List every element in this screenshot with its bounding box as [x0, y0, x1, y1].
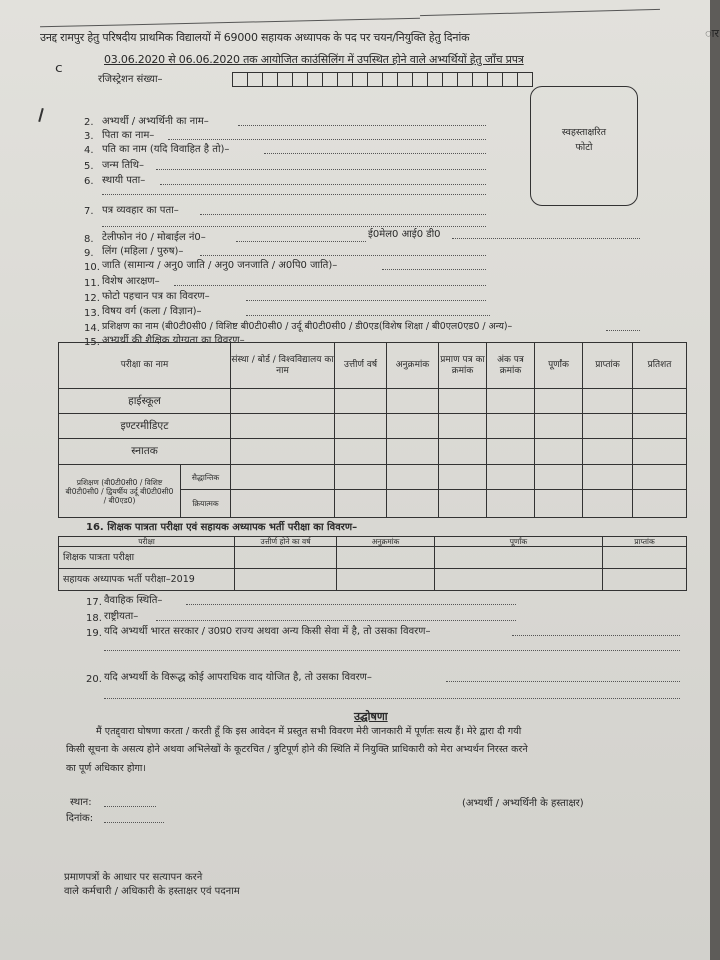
field-label-service: यदि अभ्यर्थी भारत सरकार / उ0प्र0 राज्य अथवा अन्य किसी सेवा में है, तो उसका विवरण–: [104, 626, 431, 637]
field-line-address-2[interactable]: [102, 194, 486, 195]
table-row: [59, 389, 687, 414]
field-label-gender: लिंग (महिला / पुरुष)–: [102, 246, 184, 257]
registration-label: रजिस्ट्रेशन संख्या–: [98, 74, 163, 85]
field-label-correspondence: पत्र व्यवहार का पता–: [102, 205, 179, 216]
table-row: [59, 569, 687, 591]
table-row: [59, 439, 687, 465]
declaration-title: उद्घोषणा: [354, 710, 388, 723]
field-line-service[interactable]: [512, 635, 680, 636]
col-max-marks: पूर्णांक: [535, 343, 583, 389]
field-line-service-2[interactable]: [104, 650, 680, 651]
field-line-name[interactable]: [238, 125, 486, 126]
registration-boxes[interactable]: [232, 72, 532, 87]
col-roll-16: अनुक्रमांक: [337, 537, 435, 547]
field-line-email[interactable]: [452, 238, 640, 239]
field-line-phone[interactable]: [236, 241, 366, 242]
field-num: 20.: [86, 674, 102, 685]
col-certificate: प्रमाण पत्र का क्रमांक: [439, 343, 487, 389]
field-label-reservation: विशेष आरक्षण–: [102, 276, 160, 287]
field-line-nationality[interactable]: [156, 620, 516, 621]
place-label: स्थान:: [70, 797, 92, 808]
field-label-marital: वैवाहिक स्थिति–: [104, 595, 163, 606]
field-line-caste[interactable]: [382, 269, 486, 270]
field-line-reservation[interactable]: [174, 285, 486, 286]
header-rule: [40, 18, 420, 28]
verify-label-2: वाले कर्मचारी / अधिकारी के हस्ताक्षर एवं पदनाम: [64, 886, 240, 897]
col-marksheet: अंक पत्र क्रमांक: [487, 343, 535, 389]
row-highschool: हाईस्कूल: [59, 389, 231, 414]
field-num: 14.: [84, 323, 100, 334]
section-16-title: 16. शिक्षक पात्रता परीक्षा एवं सहायक अध्यापक भर्ती परीक्षा का विवरण–: [86, 522, 358, 533]
field-line-correspondence-2[interactable]: [102, 226, 486, 227]
col-obtained-16: प्राप्तांक: [603, 537, 687, 547]
tet-table: [58, 536, 687, 591]
field-num: 11.: [84, 278, 100, 289]
field-label-subject: विषय वर्ग (कला / विज्ञान)–: [102, 306, 202, 317]
photo-box[interactable]: [530, 86, 638, 206]
field-num: 4.: [84, 145, 94, 156]
date-line[interactable]: [104, 822, 164, 823]
col-board: संस्था / बोर्ड / विश्वविद्यालय का नाम: [231, 343, 335, 389]
field-label-phone: टेलीफोन नं0 / मोबाईल नं0–: [102, 232, 206, 243]
photo-label-2: फोटो: [575, 142, 593, 153]
col-exam: परीक्षा: [59, 537, 235, 547]
row-graduation: स्नातक: [59, 439, 231, 465]
field-num: 3.: [84, 131, 94, 142]
field-label-email: ई0मेल0 आई0 डी0: [368, 229, 441, 240]
margin-mark: ᶜ: [55, 60, 64, 85]
margin-slash: [38, 108, 44, 122]
photo-label-1: स्वहस्ताक्षरित: [561, 127, 607, 138]
header-rule-2: [420, 9, 660, 16]
field-line-criminal[interactable]: [446, 681, 680, 682]
col-max-16: पूर्णांक: [435, 537, 603, 547]
table-row: [59, 414, 687, 439]
col-exam-name: परीक्षा का नाम: [59, 343, 231, 389]
field-num: 7.: [84, 206, 94, 217]
row-practical: क्रियात्मक: [181, 490, 231, 518]
field-num: 8.: [84, 234, 94, 245]
place-line[interactable]: [104, 806, 156, 807]
col-pass-year: उत्तीर्ण वर्ष: [335, 343, 387, 389]
table-row: [59, 465, 687, 490]
row-theory: सैद्धान्तिक: [181, 465, 231, 490]
row-recruitment: सहायक अध्यापक भर्ती परीक्षा–2019: [59, 569, 235, 591]
declaration-line-3: का पूर्ण अधिकार होगा।: [66, 763, 146, 774]
field-label-caste: जाति (सामान्य / अनु0 जाति / अनु0 जनजाति / अ0पि0 जाति)–: [102, 260, 338, 271]
date-label: दिनांक:: [66, 813, 94, 824]
field-num: 10.: [84, 262, 100, 273]
field-label-education: अभ्यर्थी की शैक्षिक योग्यता का विवरण–: [102, 335, 245, 346]
row-tet: शिक्षक पात्रता परीक्षा: [59, 547, 235, 569]
table-row: [59, 547, 687, 569]
col-obtained: प्राप्तांक: [583, 343, 633, 389]
col-percent: प्रतिशत: [633, 343, 687, 389]
declaration-line-1: मैं एतद्द्वारा घोषणा करता / करती हूँ कि इस आवेदन में प्रस्तुत सभी विवरण मेरी जानकारी में पूर्णतः सत्य हैं। मेरे द्वारा दी गयी: [96, 726, 522, 737]
field-label-photo-id: फोटो पहचान पत्र का विवरण–: [102, 291, 210, 302]
education-table: [58, 342, 687, 518]
header-line-2: 03.06.2020 से 06.06.2020 तक आयोजित काउंसिलिंग में उपस्थित होने वाले अभ्यर्थियों हेतु जाँच प्रपत्र: [104, 53, 524, 66]
field-num: 13.: [84, 308, 100, 319]
field-label-address: स्थायी पता–: [102, 175, 146, 186]
field-label-dob: जन्म तिथि–: [102, 160, 145, 171]
field-line-husband[interactable]: [264, 153, 486, 154]
col-roll: अनुक्रमांक: [387, 343, 439, 389]
field-line-training[interactable]: [606, 330, 640, 331]
field-label-training: प्रशिक्षण का नाम (बी0टी0सी0 / विशिष्ट बी0टी0सी0 / उर्दू बी0टी0सी0 / डी0एड(विशेष शिक्षा / बी0एल0एड0 / अन्य)–: [102, 321, 513, 332]
field-label-husband: पति का नाम (यदि विवाहित है तो)–: [102, 144, 230, 155]
field-num: 19.: [86, 628, 102, 639]
col-pass-year-16: उत्तीर्ण होने का वर्ष: [235, 537, 337, 547]
field-num: 2.: [84, 117, 94, 128]
field-label-name: अभ्यर्थी / अभ्यर्थिनी का नाम–: [102, 116, 209, 127]
field-line-gender[interactable]: [200, 255, 486, 256]
field-num: 9.: [84, 248, 94, 259]
field-line-marital[interactable]: [186, 604, 516, 605]
header-line-1: उनद्द रामपुर हेतु परिषदीय प्राथमिक विद्यालयों में 69000 सहायक अध्यापक के पद पर चयन/नियुक्ति हेतु दिनांक: [40, 31, 470, 44]
row-training: प्रशिक्षण (बी0टी0सी0 / विशिष्ट बी0टी0सी0 / द्वियर्षीय उर्दू बी0टी0सी0 / बी0एड0): [59, 465, 181, 518]
field-line-dob[interactable]: [156, 169, 486, 170]
field-num: 5.: [84, 161, 94, 172]
field-num: 17.: [86, 597, 102, 608]
row-intermediate: इण्टरमीडिएट: [59, 414, 231, 439]
field-num: 18.: [86, 613, 102, 624]
candidate-signature: (अभ्यर्थी / अभ्यर्थिनी के हस्ताक्षर): [462, 798, 584, 809]
field-label-father: पिता का नाम–: [102, 130, 155, 141]
field-num: 12.: [84, 293, 100, 304]
field-line-criminal-2[interactable]: [104, 698, 680, 699]
field-line-subject[interactable]: [246, 315, 490, 316]
edge-text: ार: [705, 27, 719, 40]
field-line-address[interactable]: [160, 184, 486, 185]
field-label-nationality: राष्ट्रीयता–: [104, 611, 139, 622]
field-label-criminal: यदि अभ्यर्थी के विरूद्ध कोई आपराधिक वाद योजित है, तो उसका विवरण–: [104, 672, 372, 683]
field-num: 15.: [84, 337, 100, 348]
declaration-line-2: किसी सूचना के असत्य होने अथवा अभिलेखों के कूटरचित / त्रुटिपूर्ण होने की स्थिति में नियुक्ति प्राधिकारी को मेरा अभ्यर्थन निरस्त करने: [66, 744, 528, 755]
field-line-correspondence[interactable]: [200, 214, 486, 215]
field-num: 6.: [84, 176, 94, 187]
field-line-photo-id[interactable]: [246, 300, 486, 301]
verify-label-1: प्रमाणपत्रों के आधार पर सत्यापन करने: [64, 872, 203, 883]
field-line-father[interactable]: [168, 139, 486, 140]
background-edge: [705, 0, 720, 960]
